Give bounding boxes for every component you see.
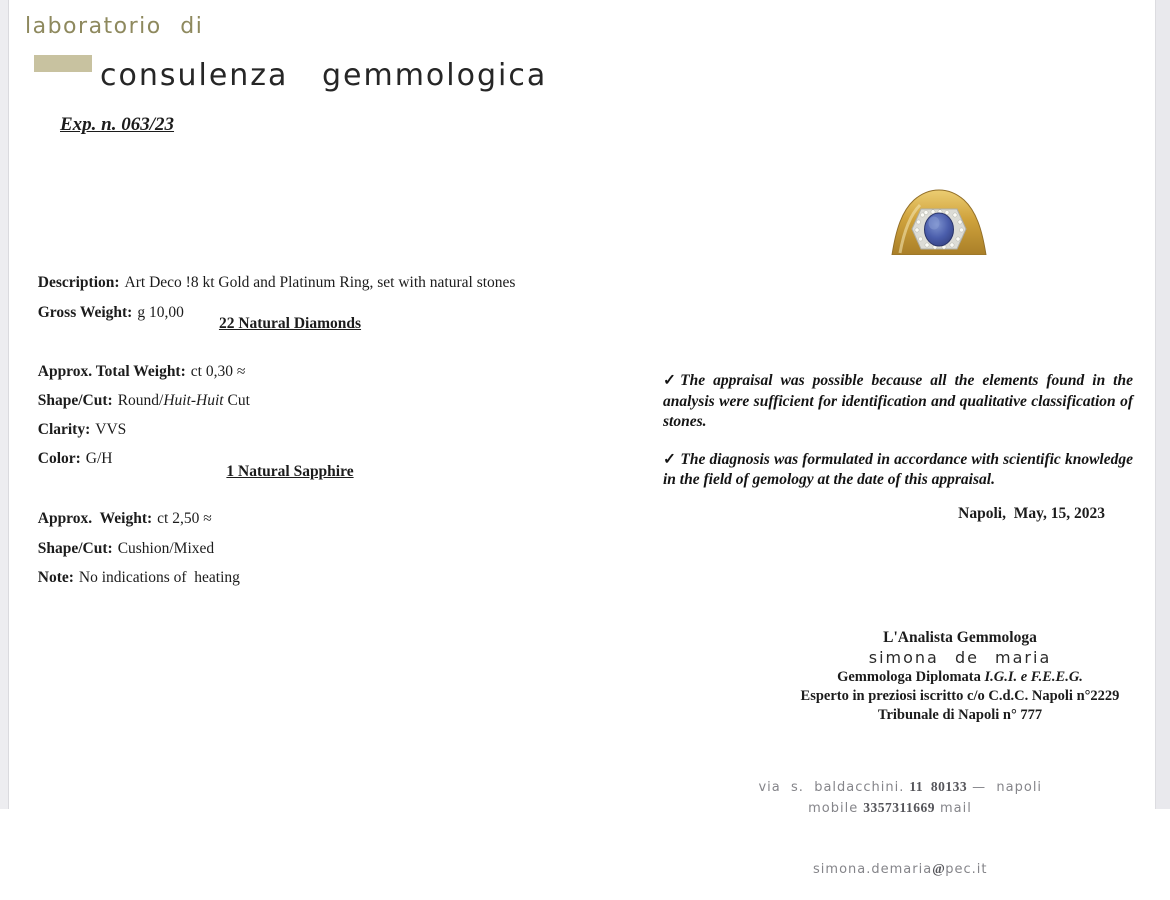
credential-tribunal: Tribunale di Napoli n° 777	[877, 707, 1043, 723]
credential-register: Esperto in preziosi iscritto c/o C.d.C. Napoli n°2229	[800, 688, 1120, 704]
footer-phone-number: 3357311669	[863, 800, 935, 815]
diamonds-shape-pre: Round/	[117, 392, 164, 409]
gross-weight-value: g 10,00	[137, 304, 184, 321]
footer-address-line	[690, 757, 1090, 839]
description-value: Art Deco !8 kt Gold and Platinum Ring, set with natural stones	[124, 274, 516, 291]
diamonds-shape-post: Cut	[223, 392, 250, 409]
analyst-signature: simona de maria	[868, 648, 1052, 667]
logo-tan-block	[34, 55, 92, 72]
exp-number: Exp. n. 063/23	[60, 114, 175, 135]
statement-1-text: The appraisal was possible because all the elements found in the analysis were sufficient for identification and qualitative classification of stones.	[663, 372, 1133, 430]
sapphire-weight-value: ct 2,50 ≈	[157, 510, 212, 527]
diamonds-color-value: G/H	[85, 450, 113, 467]
sapphire-shape-value: Cushion/Mixed	[117, 540, 215, 557]
credential-diploma	[788, 668, 1132, 687]
footer-email-domain: pec.it	[945, 862, 988, 877]
footer-email-user: simona.demaria	[813, 862, 933, 877]
diamonds-color-label: Color:	[37, 450, 81, 467]
sapphire-weight-label: Approx. Weight:	[37, 510, 153, 527]
sapphire-note-label: Note:	[37, 569, 74, 586]
footer-email-line	[690, 839, 1090, 900]
gross-weight-label: Gross Weight:	[37, 304, 133, 321]
statement-1	[663, 371, 1133, 433]
scan-edge-right	[1155, 0, 1170, 809]
footer-mail-word: mail	[940, 801, 972, 816]
logo-line-laboratorio: laboratorio di	[25, 14, 204, 39]
at-icon: @	[932, 861, 946, 876]
credential-diploma-text: Gemmologa Diplomata	[837, 669, 985, 685]
footer-street-number-cap: 11 80133	[909, 779, 968, 794]
diamonds-shape-cut-name: Huit-Huit	[163, 392, 224, 409]
analyst-title: L'Analista Gemmologa	[883, 629, 1037, 646]
description-label: Description:	[37, 274, 120, 291]
check-icon: ✓	[663, 450, 677, 468]
footer-city-mobile: — napoli mobile	[808, 780, 1053, 816]
diamonds-total-weight-value: ct 0,30 ≈	[190, 363, 246, 380]
diamonds-clarity-label: Clarity:	[37, 421, 91, 438]
appraisal-statements	[663, 371, 1133, 523]
ring-sapphire	[925, 213, 954, 246]
diamonds-total-weight-label: Approx. Total Weight:	[37, 363, 186, 380]
credential-diploma-institutes: I.G.I. e F.E.E.G.	[984, 669, 1083, 685]
logo-line-consulenza: consulenza gemmologica	[100, 58, 548, 93]
scan-edge-left	[0, 0, 9, 809]
statement-2	[663, 450, 1133, 491]
contact-footer	[690, 757, 1090, 900]
sapphire-shape-label: Shape/Cut:	[37, 540, 113, 557]
sapphire-note-value: No indications of heating	[78, 569, 240, 586]
check-icon: ✓	[663, 372, 681, 389]
sapphire-heading: 1 Natural Sapphire	[226, 463, 354, 480]
sapphire-note-row	[30, 551, 570, 587]
signature-block	[788, 629, 1132, 725]
statement-2-text: The diagnosis was formulated in accordance with scientific knowledge in the field of gemology at the date of this appraisal.	[663, 450, 1133, 488]
place-date-line: Napoli, May, 15, 2023	[958, 504, 1105, 522]
diamonds-heading: 22 Natural Diamonds	[218, 315, 362, 332]
ring-photo	[886, 183, 992, 255]
footer-street: via s. baldacchini.	[758, 780, 905, 795]
diamonds-clarity-value: VVS	[95, 421, 127, 438]
diamonds-shape-label: Shape/Cut:	[37, 392, 113, 409]
